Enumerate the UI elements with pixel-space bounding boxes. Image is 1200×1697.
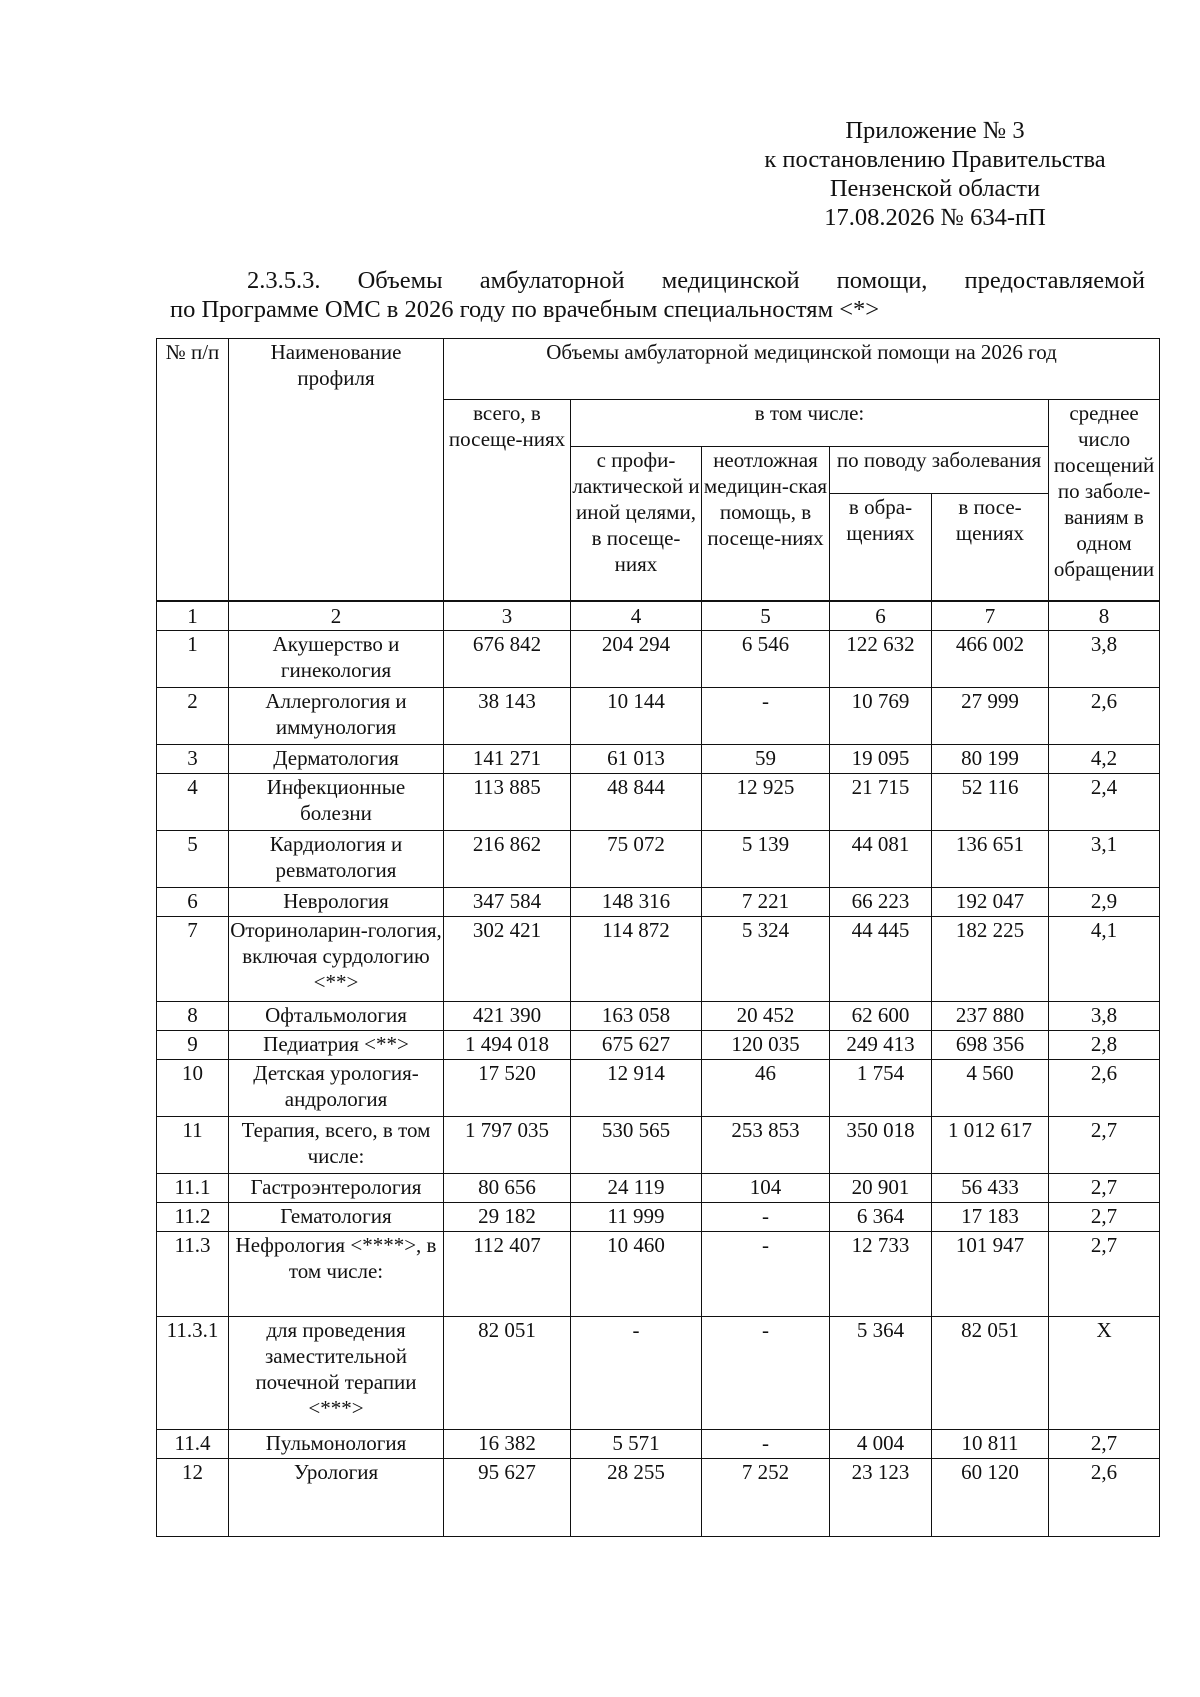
column-number: 6 [830,601,932,631]
row-prophylactic: 148 316 [571,888,702,917]
row-prophylactic: 48 844 [571,774,702,831]
header-disease: по поводу заболевания [830,447,1049,494]
row-num: 11 [157,1117,229,1174]
row-num: 5 [157,831,229,888]
appendix-block [700,116,1170,232]
header-prophylactic: с профи-лактической и иной целями, в посеще-ниях [571,447,702,602]
row-average: 2,6 [1049,688,1160,745]
row-prophylactic: 61 013 [571,745,702,774]
table-row [157,1459,1160,1537]
row-visits: 82 051 [932,1317,1049,1430]
row-visits: 698 356 [932,1031,1049,1060]
row-urgent: - [702,1203,830,1232]
row-urgent: 59 [702,745,830,774]
table-row [157,1232,1160,1317]
row-average: 2,4 [1049,774,1160,831]
row-prophylactic: 163 058 [571,1002,702,1031]
row-urgent: - [702,1317,830,1430]
row-visits: 4 560 [932,1060,1049,1117]
row-total: 1 797 035 [444,1117,571,1174]
row-name: Офтальмология [229,1002,444,1031]
row-appeals: 20 901 [830,1174,932,1203]
row-name: Оториноларин-гология, включая сурдологию <**> [229,917,444,1002]
row-average: 2,6 [1049,1060,1160,1117]
row-num: 3 [157,745,229,774]
row-average: 2,7 [1049,1203,1160,1232]
row-total: 82 051 [444,1317,571,1430]
row-appeals: 10 769 [830,688,932,745]
row-name: Инфекционные болезни [229,774,444,831]
row-urgent: 6 546 [702,631,830,688]
row-appeals: 23 123 [830,1459,932,1537]
row-total: 112 407 [444,1232,571,1317]
row-total: 347 584 [444,888,571,917]
row-name: Детская урология-андрология [229,1060,444,1117]
row-urgent: - [702,688,830,745]
row-num: 11.2 [157,1203,229,1232]
column-number: 3 [444,601,571,631]
row-name: Неврология [229,888,444,917]
row-appeals: 44 081 [830,831,932,888]
row-appeals: 1 754 [830,1060,932,1117]
row-name: Нефрология <****>, в том числе: [229,1232,444,1317]
appendix-line-1: Приложение № 3 [845,117,1025,144]
row-visits: 101 947 [932,1232,1049,1317]
row-total: 80 656 [444,1174,571,1203]
row-average: Х [1049,1317,1160,1430]
row-appeals: 5 364 [830,1317,932,1430]
row-appeals: 6 364 [830,1203,932,1232]
row-average: 2,9 [1049,888,1160,917]
row-urgent: 120 035 [702,1031,830,1060]
row-prophylactic: 11 999 [571,1203,702,1232]
row-average: 2,8 [1049,1031,1160,1060]
row-visits: 192 047 [932,888,1049,917]
row-visits: 1 012 617 [932,1117,1049,1174]
table-row [157,1174,1160,1203]
row-visits: 52 116 [932,774,1049,831]
row-visits: 60 120 [932,1459,1049,1537]
row-average: 4,1 [1049,917,1160,1002]
row-total: 17 520 [444,1060,571,1117]
row-name: для проведения заместительной почечной терапии <***> [229,1317,444,1430]
row-average: 3,8 [1049,631,1160,688]
row-average: 2,7 [1049,1232,1160,1317]
row-name: Терапия, всего, в том числе: [229,1117,444,1174]
row-num: 6 [157,888,229,917]
row-appeals: 350 018 [830,1117,932,1174]
table-row [157,688,1160,745]
row-urgent: 20 452 [702,1002,830,1031]
header-volumes: Объемы амбулаторной медицинской помощи на 2026 год [444,339,1160,400]
row-num: 11.3.1 [157,1317,229,1430]
row-num: 11.3 [157,1232,229,1317]
row-appeals: 44 445 [830,917,932,1002]
row-total: 141 271 [444,745,571,774]
row-name: Урология [229,1459,444,1537]
row-urgent: 7 252 [702,1459,830,1537]
row-average: 2,7 [1049,1430,1160,1459]
column-numbers-row [157,601,1160,631]
column-number: 7 [932,601,1049,631]
row-urgent: 104 [702,1174,830,1203]
row-num: 2 [157,688,229,745]
header-urgent: неотложная медицин-ская помощь, в посеще-ниях [702,447,830,602]
table-row [157,1060,1160,1117]
row-num: 8 [157,1002,229,1031]
table-row [157,1317,1160,1430]
row-visits: 136 651 [932,831,1049,888]
row-visits: 27 999 [932,688,1049,745]
row-prophylactic: 10 144 [571,688,702,745]
header-including: в том числе: [571,400,1049,447]
row-num: 11.4 [157,1430,229,1459]
row-num: 10 [157,1060,229,1117]
header-total: всего, в посеще-ниях [444,400,571,602]
table-row [157,774,1160,831]
section-heading [170,266,1145,324]
table-row [157,888,1160,917]
row-urgent: 253 853 [702,1117,830,1174]
header-num: № п/п [157,339,229,602]
row-visits: 10 811 [932,1430,1049,1459]
row-urgent: 46 [702,1060,830,1117]
row-urgent: 5 139 [702,831,830,888]
row-appeals: 19 095 [830,745,932,774]
row-prophylactic: 12 914 [571,1060,702,1117]
header-average: среднее число посещений по заболе-ваниям в одном обращении [1049,400,1160,602]
column-number: 4 [571,601,702,631]
row-average: 4,2 [1049,745,1160,774]
row-total: 302 421 [444,917,571,1002]
row-prophylactic: 10 460 [571,1232,702,1317]
appendix-line-3: Пензенской области [829,175,1041,202]
row-appeals: 249 413 [830,1031,932,1060]
row-num: 1 [157,631,229,688]
row-appeals: 12 733 [830,1232,932,1317]
row-total: 16 382 [444,1430,571,1459]
row-num: 9 [157,1031,229,1060]
row-visits: 182 225 [932,917,1049,1002]
appendix-line-2: к постановлению Правительства [764,146,1106,173]
row-name: Гастроэнтерология [229,1174,444,1203]
section-heading-line-2: по Программе ОМС в 2026 году по врачебным специальностям <*> [170,296,880,323]
header-visits: в посе-щениях [932,494,1049,602]
header-name: Наименование профиля [229,339,444,602]
row-prophylactic: 24 119 [571,1174,702,1203]
row-average: 3,8 [1049,1002,1160,1031]
row-prophylactic: 5 571 [571,1430,702,1459]
row-prophylactic: 530 565 [571,1117,702,1174]
row-visits: 80 199 [932,745,1049,774]
row-total: 113 885 [444,774,571,831]
column-number: 8 [1049,601,1160,631]
row-name: Дерматология [229,745,444,774]
table-row [157,631,1160,688]
table-row [157,745,1160,774]
row-total: 676 842 [444,631,571,688]
row-total: 95 627 [444,1459,571,1537]
row-total: 216 862 [444,831,571,888]
row-total: 38 143 [444,688,571,745]
row-prophylactic: 28 255 [571,1459,702,1537]
column-number: 5 [702,601,830,631]
row-total: 29 182 [444,1203,571,1232]
appendix-line-4: 17.08.2026 № 634-пП [824,204,1046,231]
column-number: 2 [229,601,444,631]
row-appeals: 66 223 [830,888,932,917]
row-average: 2,7 [1049,1117,1160,1174]
header-appeals: в обра-щениях [830,494,932,602]
column-number: 1 [157,601,229,631]
row-appeals: 122 632 [830,631,932,688]
row-name: Гематология [229,1203,444,1232]
row-prophylactic: - [571,1317,702,1430]
row-prophylactic: 75 072 [571,831,702,888]
row-prophylactic: 204 294 [571,631,702,688]
row-name: Акушерство и гинекология [229,631,444,688]
row-num: 4 [157,774,229,831]
row-visits: 466 002 [932,631,1049,688]
table-row [157,917,1160,1002]
row-name: Пульмонология [229,1430,444,1459]
table-row [157,1203,1160,1232]
row-visits: 17 183 [932,1203,1049,1232]
row-urgent: - [702,1232,830,1317]
row-appeals: 62 600 [830,1002,932,1031]
row-urgent: - [702,1430,830,1459]
row-average: 2,6 [1049,1459,1160,1537]
table-row [157,1002,1160,1031]
row-visits: 56 433 [932,1174,1049,1203]
row-name: Педиатрия <**> [229,1031,444,1060]
row-num: 12 [157,1459,229,1537]
table-row [157,1031,1160,1060]
row-prophylactic: 675 627 [571,1031,702,1060]
row-prophylactic: 114 872 [571,917,702,1002]
row-num: 11.1 [157,1174,229,1203]
volumes-table [156,338,1160,1537]
table-row [157,1430,1160,1459]
row-name: Кардиология и ревматология [229,831,444,888]
table-row [157,1117,1160,1174]
row-total: 421 390 [444,1002,571,1031]
row-urgent: 12 925 [702,774,830,831]
row-visits: 237 880 [932,1002,1049,1031]
row-total: 1 494 018 [444,1031,571,1060]
row-appeals: 4 004 [830,1430,932,1459]
row-name: Аллергология и иммунология [229,688,444,745]
row-urgent: 5 324 [702,917,830,1002]
section-heading-line-1: 2.3.5.3. Объемы амбулаторной медицинской помощи, предоставляемой [247,267,1145,294]
table-row [157,831,1160,888]
row-appeals: 21 715 [830,774,932,831]
row-urgent: 7 221 [702,888,830,917]
row-average: 2,7 [1049,1174,1160,1203]
row-average: 3,1 [1049,831,1160,888]
row-num: 7 [157,917,229,1002]
